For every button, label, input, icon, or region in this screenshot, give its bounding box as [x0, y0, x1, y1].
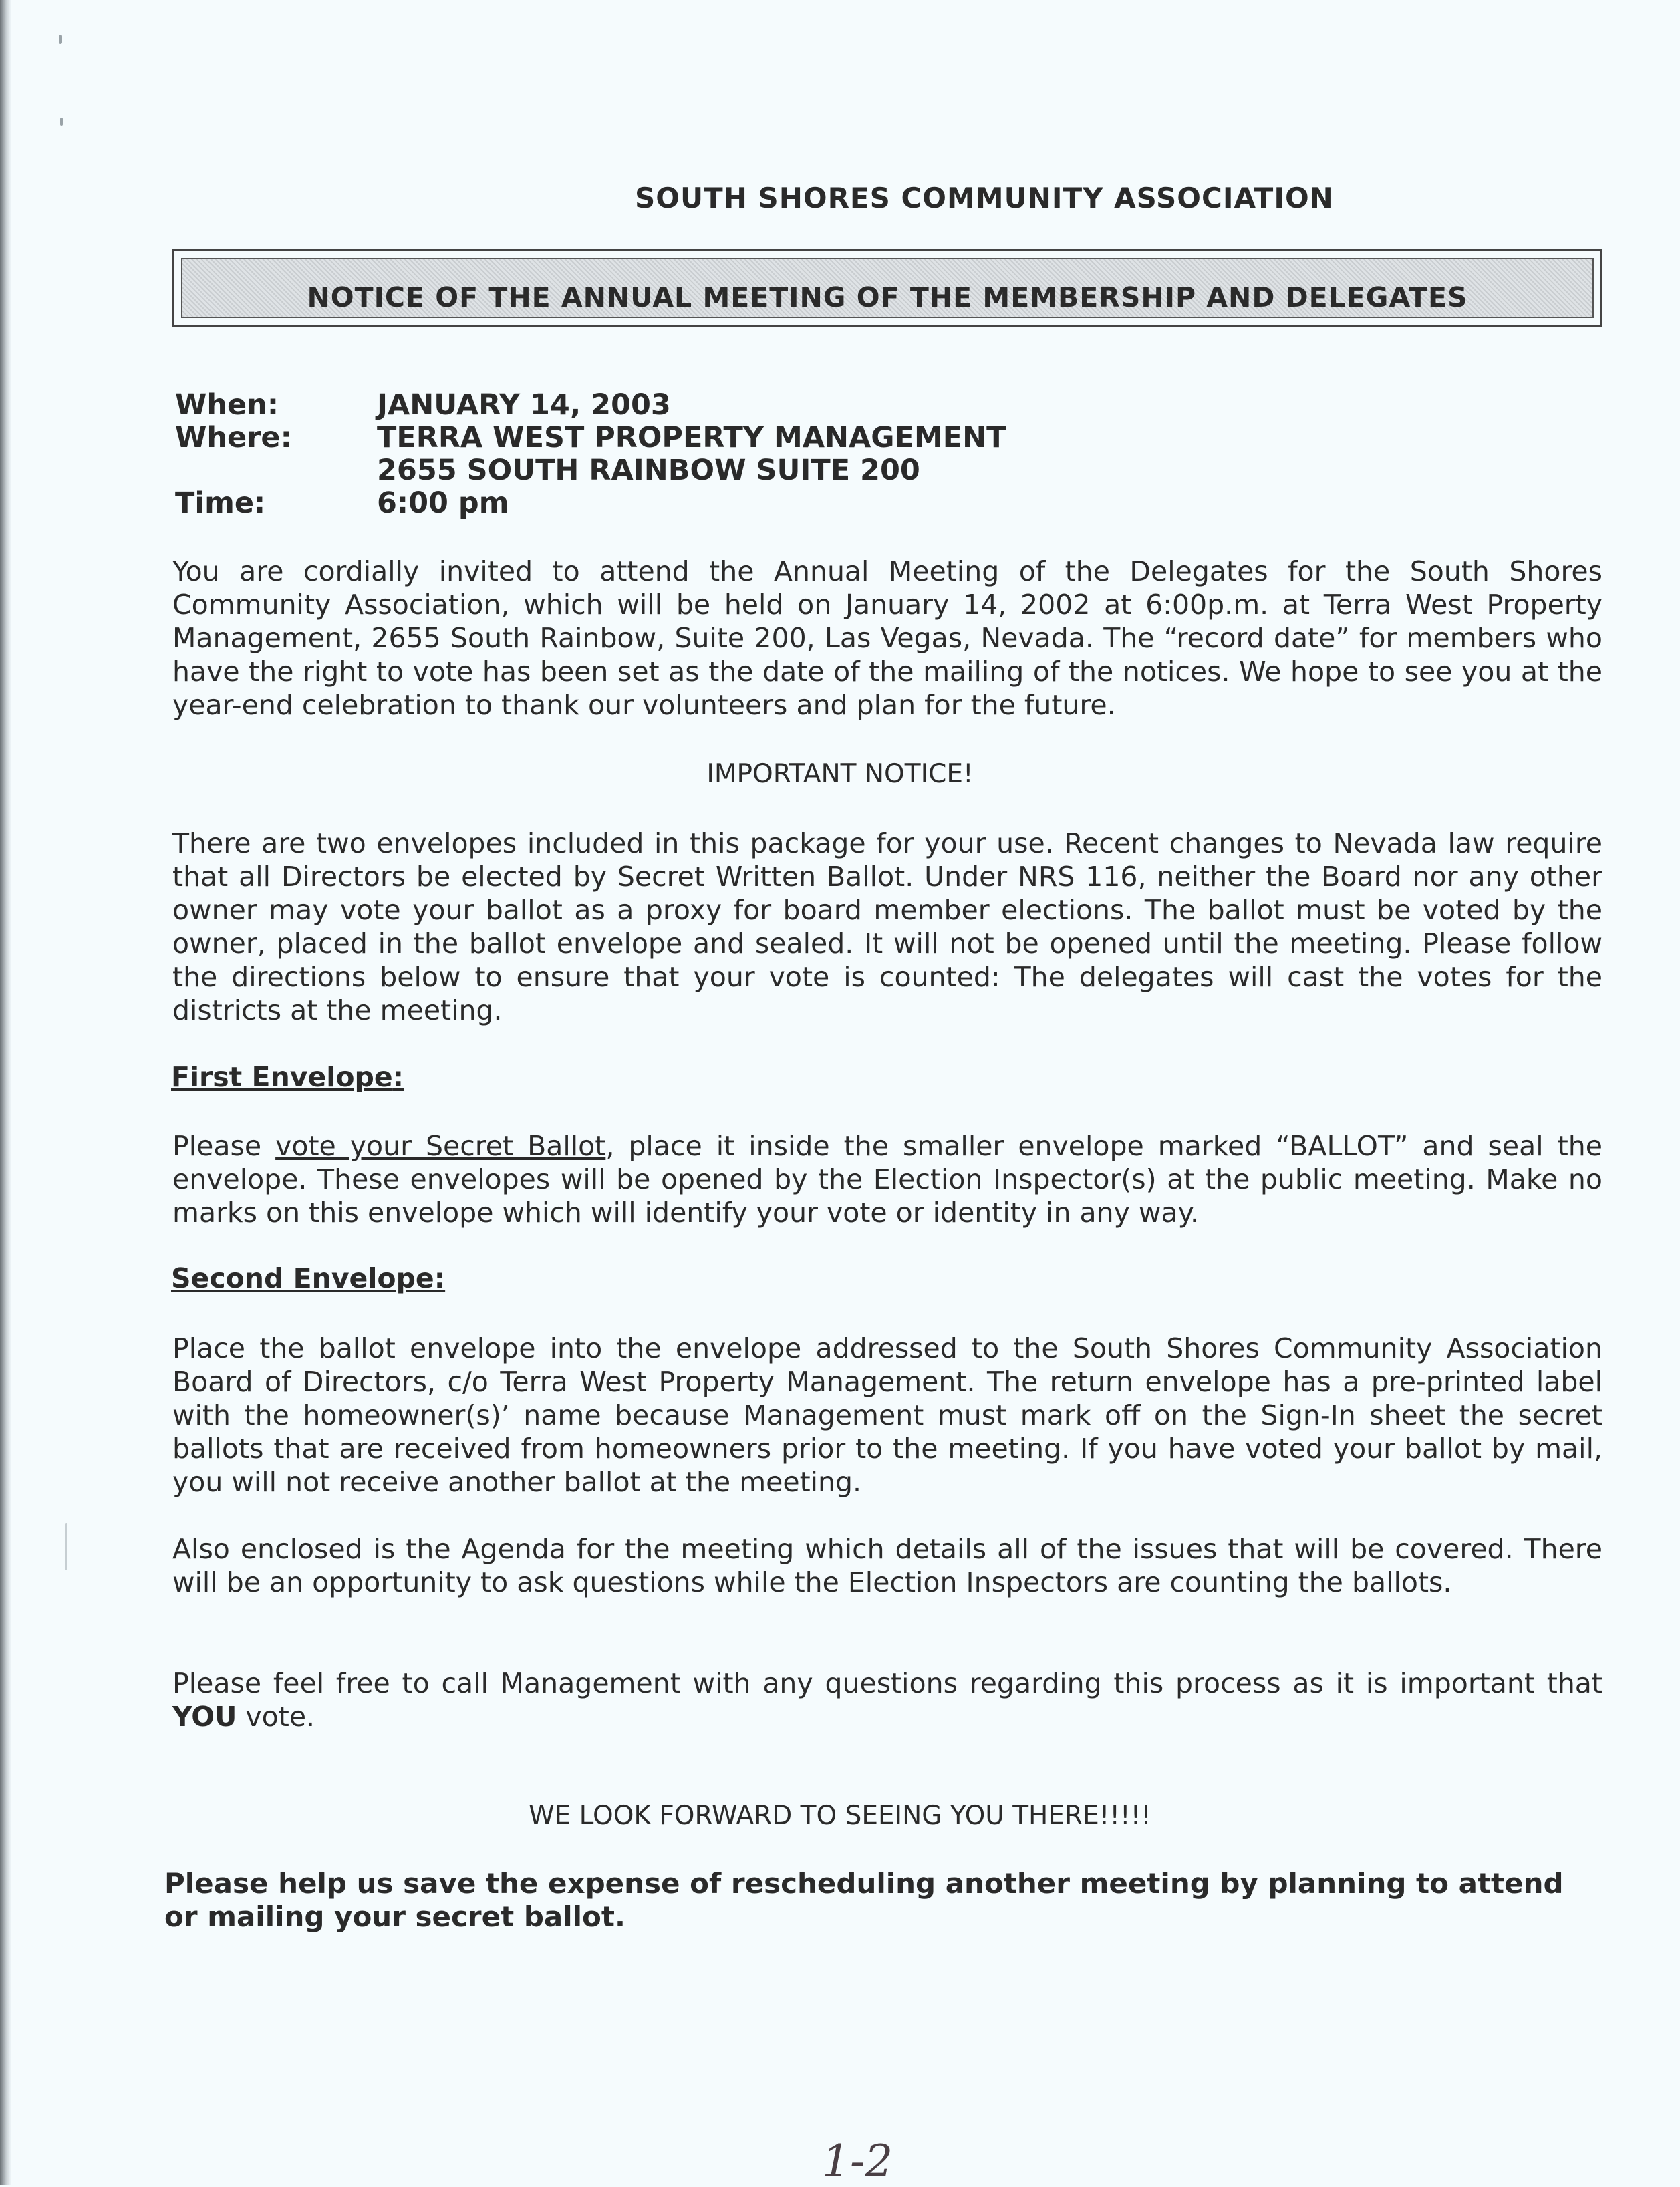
notice-banner-fill: [181, 258, 1594, 318]
handwritten-page-number: 1-2: [822, 2136, 893, 2187]
first-envelope-paragraph: [172, 1129, 1602, 1229]
invitation-paragraph: You are cordially invited to attend the Annual Meeting of the Delegates for the South Shores Community Association, which will be held on January 14, 2002 at 6:00p.m. at Terra West Property Management, 2655 South Rainbow, Suite 200, Las Vegas, Nevada. The “record date” for members who have the right to vote has been set as the date of the mailing of the notices. We hope to see you at the year-end celebration to thank our volunteers and plan for the future.: [172, 555, 1602, 721]
look-forward-line: WE LOOK FORWARD TO SEEING YOU THERE!!!!!: [529, 1801, 1151, 1831]
scan-speck: [65, 1523, 67, 1570]
meeting-details: [175, 389, 1006, 520]
scan-speck: [59, 35, 62, 44]
second-envelope-heading-colon: :: [434, 1262, 446, 1294]
scan-edge: [0, 0, 11, 2185]
when-row: [175, 389, 1006, 422]
call-text: Please feel free to call Management with any questions regarding this process as it is important that: [172, 1667, 1602, 1699]
time-row: [175, 487, 1006, 520]
scan-speck: [60, 118, 63, 126]
call-paragraph: [172, 1666, 1602, 1733]
secret-ballot-phrase: vote your Secret Ballot: [275, 1130, 606, 1162]
when-value: JANUARY 14, 2003: [377, 388, 671, 422]
second-envelope-paragraph: Place the ballot envelope into the envelope addressed to the South Shores Community Association Board of Directors, c/o Terra West Property Management. The return envelope has a pre-printed label with the homeowner(s)’ name because Management must mark off on the Sign-In sheet the secret ballots that are received from homeowners prior to the meeting. If you have voted your ballot by mail, you will not receive another ballot at the meeting.: [172, 1332, 1602, 1498]
where-label: Where:: [175, 421, 292, 454]
envelopes-paragraph: There are two envelopes included in this package for your use. Recent changes to Nevada law require that all Directors be elected by Secret Written Ballot. Under NRS 116, neither the Board nor any other owner may vote your ballot as a proxy for board member elections. The ballot must be voted by the owner, placed in the ballot envelope and sealed. It will not be opened until the meeting. Please follow the directions below to ensure that your vote is counted: The delegates will cast the votes for the districts at the meeting.: [172, 827, 1602, 1026]
time-label: Time:: [175, 486, 266, 520]
important-notice: IMPORTANT NOTICE!: [706, 759, 974, 789]
call-end: vote.: [237, 1701, 315, 1733]
where-row: [175, 422, 1006, 454]
where-value-line1: TERRA WEST PROPERTY MANAGEMENT: [377, 421, 1006, 454]
first-envelope-text-post: , place it inside the smaller envelope marked “BALLOT” and seal the envelope. These envelopes will be opened by the Election Inspector(s) at the public meeting. Make no marks on this envelope which will identify your vote or identity in any way.: [172, 1130, 1602, 1229]
time-value: 6:00 pm: [377, 486, 509, 520]
notice-banner: [172, 249, 1602, 327]
first-envelope-heading-colon: :: [392, 1061, 404, 1093]
notice-banner-title: NOTICE OF THE ANNUAL MEETING OF THE MEMBERSHIP AND DELEGATES: [307, 281, 1468, 313]
second-envelope-heading-text: Second Envelope: [171, 1262, 434, 1294]
closing-paragraph: Please help us save the expense of rescheduling another meeting by planning to attend or mailing your secret ballot.: [164, 1867, 1564, 1933]
second-envelope-heading: [171, 1262, 445, 1294]
when-label: When:: [175, 388, 279, 422]
first-envelope-heading: [171, 1061, 404, 1093]
where-value-line2: 2655 SOUTH RAINBOW SUITE 200: [377, 454, 920, 487]
organization-title: SOUTH SHORES COMMUNITY ASSOCIATION: [635, 182, 1334, 214]
first-envelope-text-pre: Please: [172, 1130, 276, 1162]
first-envelope-heading-text: First Envelope: [171, 1061, 393, 1093]
where-row-2: [175, 454, 1006, 487]
call-you: YOU: [172, 1701, 237, 1733]
agenda-paragraph: Also enclosed is the Agenda for the meeting which details all of the issues that will be covered. There will be an opportunity to ask questions while the Election Inspectors are counting the ballots.: [172, 1533, 1602, 1598]
